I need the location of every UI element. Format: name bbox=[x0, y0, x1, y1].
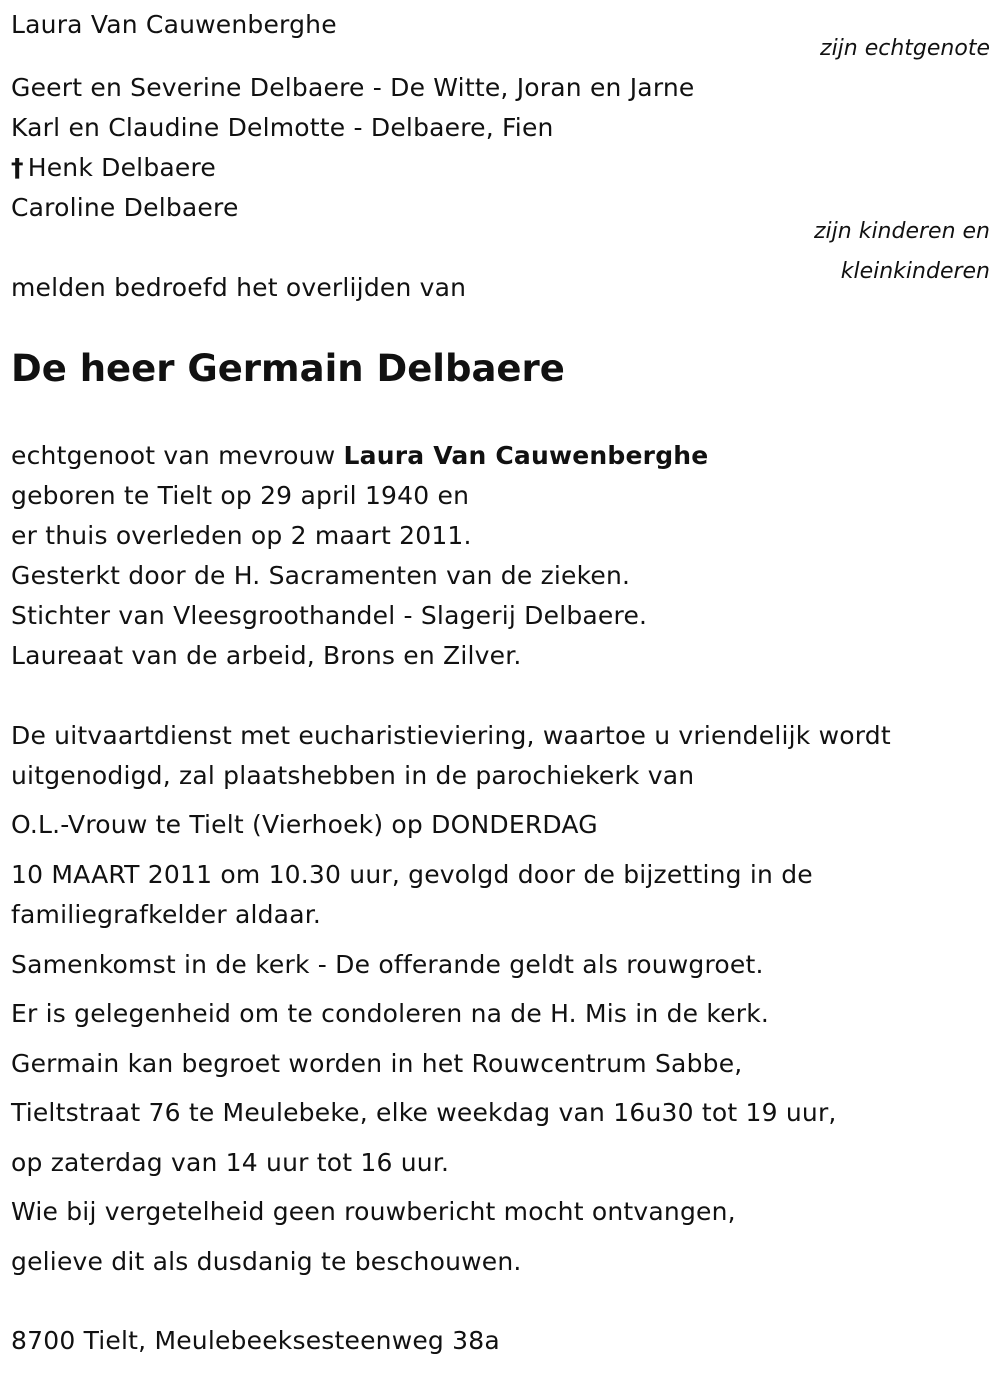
children-role-label-1: zijn kinderen en bbox=[814, 219, 990, 244]
detail-line-3: Gesterkt door de H. Sacramenten van de zieken. bbox=[11, 561, 631, 590]
child-line-1: Geert en Severine Delbaere - De Witte, Joran en Jarne bbox=[11, 73, 695, 102]
child-line-3 bbox=[11, 153, 216, 183]
child-line-2: Karl en Claudine Delmotte - Delbaere, Fien bbox=[11, 113, 554, 142]
detail-line-1: geboren te Tielt op 29 april 1940 en bbox=[11, 481, 470, 510]
deceased-title: De heer Germain Delbaere bbox=[11, 347, 565, 390]
cross-icon: † bbox=[11, 153, 24, 182]
service-line-8: Germain kan begroet worden in het Rouwcentrum Sabbe, bbox=[11, 1049, 743, 1078]
detail-line-4: Stichter van Vleesgroothandel - Slagerij Delbaere. bbox=[11, 601, 648, 630]
service-line-6: Samenkomst in de kerk - De offerande geldt als rouwgroet. bbox=[11, 950, 764, 979]
service-line-11: Wie bij vergetelheid geen rouwbericht mocht ontvangen, bbox=[11, 1197, 736, 1226]
detail-line-2: er thuis overleden op 2 maart 2011. bbox=[11, 521, 472, 550]
spouse-reference-name: Laura Van Cauwenberghe bbox=[343, 441, 709, 470]
service-line-10: op zaterdag van 14 uur tot 16 uur. bbox=[11, 1148, 450, 1177]
service-line-4: 10 MAART 2011 om 10.30 uur, gevolgd door de bijzetting in de bbox=[11, 860, 813, 889]
child-line-4: Caroline Delbaere bbox=[11, 193, 239, 222]
spouse-name-line: Laura Van Cauwenberghe bbox=[11, 10, 337, 39]
service-line-2: uitgenodigd, zal plaatshebben in de parochiekerk van bbox=[11, 761, 695, 790]
service-line-1: De uitvaartdienst met eucharistieviering, waartoe u vriendelijk wordt bbox=[11, 721, 891, 750]
spouse-prefix: echtgenoot van mevrouw bbox=[11, 441, 344, 470]
service-line-12: gelieve dit als dusdanig te beschouwen. bbox=[11, 1247, 522, 1276]
detail-line-5: Laureaat van de arbeid, Brons en Zilver. bbox=[11, 641, 522, 670]
spouse-reference-line bbox=[11, 441, 708, 471]
child-name-henk: Henk Delbaere bbox=[27, 153, 217, 182]
service-line-5: familiegrafkelder aldaar. bbox=[11, 900, 322, 929]
children-role-label-2: kleinkinderen bbox=[840, 259, 990, 284]
service-line-7: Er is gelegenheid om te condoleren na de H. Mis in de kerk. bbox=[11, 999, 770, 1028]
spouse-role-label: zijn echtgenote bbox=[820, 36, 990, 61]
service-line-9: Tieltstraat 76 te Meulebeke, elke weekdag van 16u30 tot 19 uur, bbox=[11, 1098, 837, 1127]
address-line: 8700 Tielt, Meulebeeksesteenweg 38a bbox=[11, 1326, 500, 1355]
announcement-line: melden bedroefd het overlijden van bbox=[11, 273, 467, 302]
service-line-3: O.L.-Vrouw te Tielt (Vierhoek) op DONDERDAG bbox=[11, 810, 598, 839]
